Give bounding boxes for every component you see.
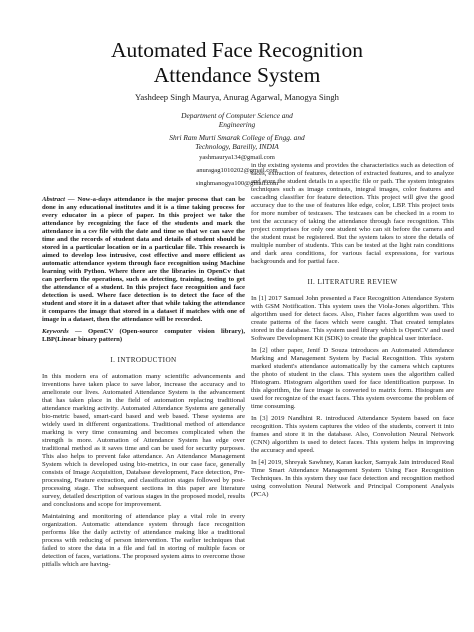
department-line-1: Department of Computer Science and — [181, 111, 293, 120]
literature-review-heading: II. LITERATURE REVIEW — [307, 278, 398, 286]
system-description-paragraph: in the existing systems and provides the characteristics such as detection of faces, extraction of features, detection of extracted features, and to analyze and store the student details in a specific file or path. The system integrates techniques such as image contrasts, integral images, color features and cascading classifier for feature detection. This project will give the good accuracy due to the use of features like edge, color, LBP. This project tests for more number of testcases. The testcases can be checked in a room to test the accuracy of taking the attendance through face recognition. This project comprises for only one student who can sit before the camera and the student must be registered. But the system takes to store the details of multiple number of students. This can be tested at the light rain conditions and dark area conditions, for various facial expressions, for various backgrounds and for partial face. — [251, 162, 454, 265]
literature-paragraph-2: In [2] other paper, Jenif D Souza introduces an Automated Attendance Marking and Management System by Facial Recognition. This system marked student's attendance automatically by the camera which captures the photo of student in the class. This system uses the algorithm called Histogram. Histogram algorithm used for face identification purpose. In this algorithm, the face image is converted to matrix form. Histogram are used for recognize of the exact faces. This system overcome the problem of time consuming. — [251, 347, 454, 410]
institution-line-2: Technology, Bareilly, INDIA — [195, 142, 279, 151]
abstract-paragraph — [42, 196, 245, 324]
keywords-paragraph — [42, 328, 245, 344]
literature-paragraph-4: In [4] 2019, Shreyak Sawhney, Karan kacker, Samyak Jain introduced Real Time Smart Attendance Management System Using Face Recognition Techniques. In this system they use face detection and recognition method using convolution Neural Network and Principal Component Analysis (PCA) — [251, 459, 454, 498]
paper-title-line-1: Automated Face Recognition — [111, 38, 363, 62]
institution-line-1: Shri Ram Murti Smarak College of Engg. and — [169, 133, 305, 142]
introduction-heading: I. INTRODUCTION — [110, 356, 177, 364]
department-line-2: Engineering — [218, 120, 256, 129]
literature-paragraph-1: In [1] 2017 Samuel John presented a Face Recognition Attendance System with GSM Notification. This system uses the Viola-Jones algorithm. This algorithm used for detect faces. Also, Fisher faces algorithm was used to create patterns of the faces which were caught. That created templates stored in the database. This system used library which is OpenCV and used Software Development Kit (SDK) to create the graphical user interface. — [251, 295, 454, 342]
right-column — [251, 162, 454, 503]
keywords-text: — OpenCV (Open-source computer vision library), LBP(Linear binary pattern) — [42, 328, 245, 343]
abstract-label: Abstract — [42, 196, 66, 203]
paper-title-line-2: Attendance System — [153, 63, 321, 87]
introduction-paragraph-2: Maintaining and monitoring of attendance play a vital role in every organization. Automatic attendance system through face recognition performs like the daily activity of attendance making like a traditional process with reducing of person intervention. The earlier techniques that failed to store the data in a file and fail in storing of multiple faces or detection of faces, variations. The proposed system aims to overcome those pitfalls which are having- — [42, 513, 245, 568]
author-email-3: singhmanogya100@gmail.com — [195, 180, 279, 187]
keywords-label: Keywords — [42, 328, 69, 335]
literature-paragraph-3: In [3] 2019 Nandhini R. introduced Attendance System based on face recognition. This system captures the video of the students, convert it into frames and store it in the database. Also, Convolution Neural Network (CNN) algorithm is used to detect faces. This system helps in improving the accuracy and speed. — [251, 415, 454, 454]
introduction-paragraph-1: In this modern era of automation many scientific advancements and inventions have taken place to save labor, increase the accuracy and to ameliorate our lives. Automated Attendance System is the advancement that has taken place in the field of automation replacing traditional attendance marking activity. Automated Attendance Systems are generally bio-metric based, smart-card based and web based. These systems are widely used in different organizations. Traditional method of attendance marking is very time consuming and becomes complicated when the strength is more. Automation of Attendance System has edge over traditional method as it saves time and can be used for security purposes. This also helps to prevent fake attendance. An Attendance Management System which is developed using bio-metrics, in our case face, generally consists of Image Acquisition, Database development, Face detection, Pre-processing, Feature extraction, and classification stages followed by post-processing stage. The subsequent sections in this paper are literature survey, detailed description of various stages in the proposed model, results and conclusions and scope for improvement. — [42, 373, 245, 508]
author-list: Yashdeep Singh Maurya, Anurag Agarwal, Manogya Singh — [135, 92, 339, 102]
author-email-2: anuragag1010202@gmail.com — [196, 167, 278, 174]
abstract-text: — Now-a-days attendance is the major process that can be done in any educational institutes and it is a time taking process for every educator in a piece of paper. In this project we take the attendance by recognizing the face of the students and mark the attendance in a csv file with the date and time so that we can save the time and the records of student data and details of student should be stored in a particular location or in a particular file. This research is aimed to develop less intrusive, cost effective and more efficient as automatic attendance system through face recognition using Machine learning with Python. Where there are the libraries in OpenCv that can perform the operations, such as detecting, training, testing to get the attendance of a student. In this project face recognition and face detection is used. Where face detection is to detect the face of the student and store it in a dataset after that while taking the attendance it compares the image that stored in a dataset if matches with one of image in a dataset, then the attendance will be recorded. — [42, 196, 245, 323]
left-column — [42, 196, 245, 573]
author-email-1: yashmaurya134@gmail.com — [199, 154, 275, 161]
